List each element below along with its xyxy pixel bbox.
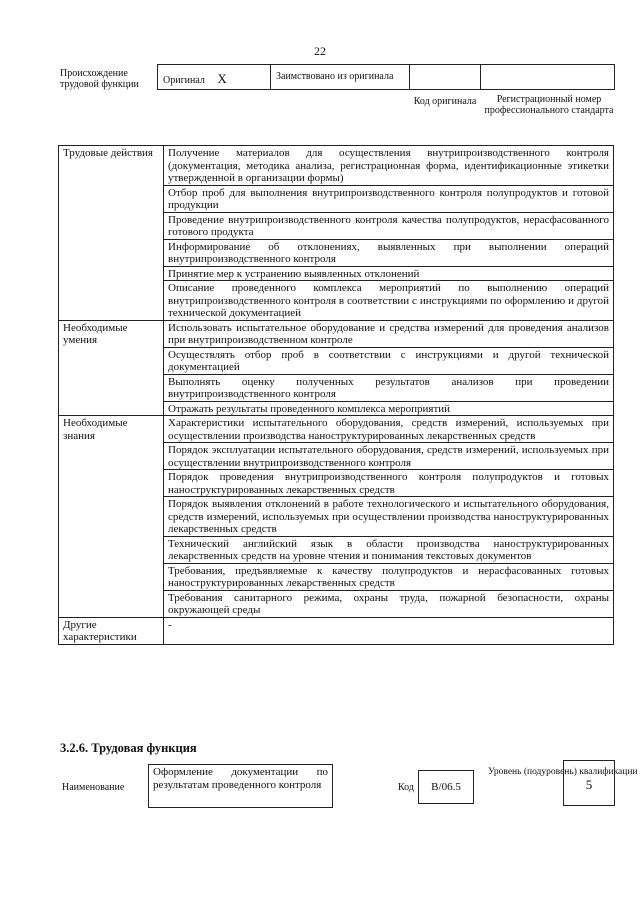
level-value: 5 (563, 760, 615, 806)
reg-number-label: Регистрационный номер профессионального стандарта (484, 94, 614, 116)
code-original-label: Код оригинала (413, 96, 477, 107)
group-label: Другие характеристики (59, 617, 164, 644)
table-cell: Выполнять оценку полученных результатов анализов при проведении внутрипроизводственного контроля (164, 374, 614, 401)
table-cell: Отражать результаты проведенного комплекса мероприятий (164, 401, 614, 416)
table-cell: Технический английский язык в области производства наноструктурированных лекарственных средств на уровне чтения и понимания текстовых документов (164, 536, 614, 563)
level-label: Уровень (подуровень) квалификации (488, 767, 638, 777)
table-cell: Получение материалов для осуществления внутрипроизводственного контроля (документация, методика анализа, регистрационная форма, идентификационные этикетки утвержденной в организации формы) (164, 146, 614, 186)
table-cell: Требования, предъявляемые к качеству полупродуктов и нерасфасованных готовых наноструктурированных лекарственных средств (164, 563, 614, 590)
table-row (59, 617, 614, 644)
code-original-cell (409, 64, 481, 90)
table-cell: Характеристики испытательного оборудования, средств измерений, используемых при осуществлении производства наноструктурированных лекарственных средств (164, 416, 614, 443)
code-label: Код (398, 782, 414, 793)
table-cell: Проведение внутрипроизводственного контроля качества полупродуктов, нерасфасованного готового продукта (164, 212, 614, 239)
table-cell: Информирование об отклонениях, выявленных при выполнении операций внутрипроизводственного контроля (164, 239, 614, 266)
table-row (59, 416, 614, 443)
original-label: Оригинал (163, 75, 205, 86)
original-mark: X (217, 71, 227, 86)
group-label: Необходимые знания (59, 416, 164, 618)
table-cell: Описание проведенного комплекса мероприятий по выполнению операций внутрипроизводственного контроля в соответствии с инструкциями по оформлению и другой технической документацией (164, 281, 614, 321)
reg-number-cell (480, 64, 615, 90)
name-value: Оформление документации по результатам проведенного контроля (148, 764, 333, 808)
page-number: 22 (314, 44, 326, 58)
group-label: Необходимые умения (59, 320, 164, 416)
borrowed-cell (270, 64, 410, 90)
group-label: Трудовые действия (59, 146, 164, 321)
section-title: 3.2.6. Трудовая функция (60, 741, 197, 755)
code-value: B/06.5 (418, 770, 474, 804)
borrowed-label: Заимствовано из оригинала (276, 71, 394, 82)
table-cell: Принятие мер к устранению выявленных отклонений (164, 266, 614, 281)
function-table (58, 145, 614, 645)
table-row (59, 146, 614, 186)
table-cell: Осуществлять отбор проб в соответствии с инструкциями и другой технической документацией (164, 347, 614, 374)
table-cell: Порядок выявления отклонений в работе технологического и испытательного оборудования, средств измерений, используемых при осуществлении производства наноструктурированных лекарственных средств (164, 497, 614, 537)
table-cell: - (164, 617, 614, 644)
table-row (59, 320, 614, 347)
original-cell (157, 64, 271, 90)
origin-label: Происхождение трудовой функции (60, 68, 139, 90)
table-cell: Отбор проб для выполнения внутрипроизводственного контроля полупродуктов и готовой продукции (164, 185, 614, 212)
table-cell: Требования санитарного режима, охраны труда, пожарной безопасности, охраны окружающей среды (164, 590, 614, 617)
table-cell: Использовать испытательное оборудование и средства измерений для проведения анализов при внутрипроизводственном контроле (164, 320, 614, 347)
table-cell: Порядок проведения внутрипроизводственного контроля полупродуктов и готовых наноструктурированных лекарственных средств (164, 470, 614, 497)
name-label: Наименование (62, 782, 125, 793)
table-cell: Порядок эксплуатации испытательного оборудования, средств измерений, используемых при осуществлении внутрипроизводственного контроля (164, 443, 614, 470)
